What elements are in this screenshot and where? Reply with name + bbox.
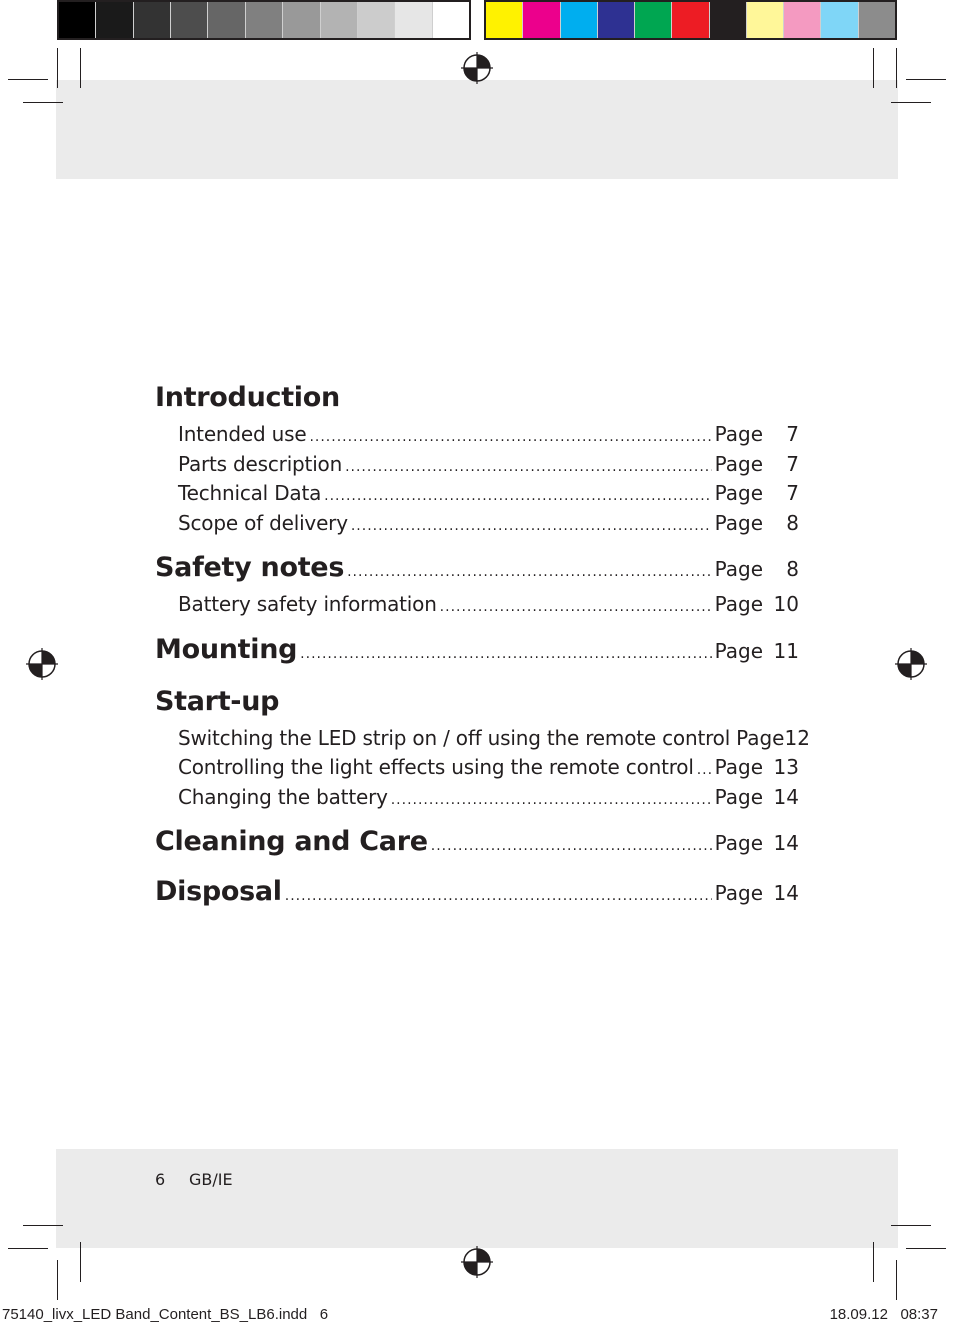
- page-number-ref: 12: [784, 725, 810, 750]
- gray-swatch: [358, 2, 395, 38]
- gray-swatch: [321, 2, 358, 38]
- page-label: Page: [736, 725, 785, 750]
- gray-swatch: [96, 2, 133, 38]
- dot-leader: [440, 599, 712, 615]
- registration-mark-icon: [26, 648, 58, 680]
- dot-leader: [347, 564, 711, 580]
- page-number-ref: 8: [786, 557, 799, 581]
- color-swatch: [784, 2, 821, 38]
- page-label: Page: [714, 831, 763, 855]
- gray-swatch: [433, 2, 469, 38]
- color-swatch: [635, 2, 672, 38]
- dot-leader: [345, 459, 712, 475]
- page-number-ref: 14: [773, 881, 799, 905]
- toc-entry[interactable]: [155, 592, 799, 622]
- toc-section: [155, 876, 799, 916]
- page-label: Page: [714, 784, 763, 809]
- toc-section: [155, 634, 799, 674]
- toc-heading: Start-up: [155, 685, 280, 717]
- gray-swatch: [395, 2, 432, 38]
- gray-swatch: [171, 2, 208, 38]
- toc-heading: Cleaning and Care: [155, 826, 428, 857]
- toc-entry[interactable]: [155, 481, 799, 511]
- toc-entry[interactable]: [155, 755, 799, 785]
- toc-entry-label: Parts description: [178, 451, 343, 476]
- toc-section: [155, 685, 810, 815]
- page-number-ref: 8: [786, 510, 799, 535]
- page-number-ref: 13: [773, 755, 799, 779]
- page-label: Page: [714, 451, 763, 476]
- registration-mark-icon: [461, 52, 493, 84]
- page-label: Page: [714, 638, 763, 663]
- toc-entry[interactable]: [155, 785, 799, 815]
- color-swatch: [561, 2, 598, 38]
- page-number-ref: 14: [773, 784, 799, 809]
- toc-entry[interactable]: [155, 422, 799, 452]
- toc-entry-label: Intended use: [178, 422, 307, 446]
- toc-heading-row[interactable]: [155, 826, 799, 866]
- top-gray-band: [56, 80, 898, 179]
- color-swatch: [672, 2, 709, 38]
- toc-heading: Mounting: [155, 633, 298, 665]
- toc-heading-row[interactable]: [155, 876, 799, 916]
- color-control-strip: [484, 0, 897, 40]
- color-swatch: [486, 2, 523, 38]
- page-label: Page: [714, 510, 763, 535]
- page-number-ref: 11: [773, 638, 799, 663]
- toc-heading: Disposal: [155, 876, 282, 907]
- dot-leader: [697, 762, 712, 778]
- grayscale-control-strip: [57, 0, 471, 40]
- dot-leader: [351, 518, 712, 534]
- toc-section: [155, 826, 799, 866]
- dot-leader: [285, 888, 712, 904]
- page-number-ref: 14: [773, 831, 799, 855]
- dot-leader: [431, 838, 712, 854]
- page-label: Page: [714, 755, 763, 779]
- page-number-ref: 10: [773, 592, 799, 616]
- gray-swatch: [134, 2, 171, 38]
- slug-datetime: 18.09.12 08:37: [829, 1306, 938, 1323]
- bottom-gray-band: [56, 1149, 898, 1248]
- toc-section: [155, 552, 799, 622]
- page-number-ref: 7: [786, 451, 799, 476]
- toc-entry-label: Scope of delivery: [178, 510, 348, 535]
- toc-entry[interactable]: [155, 725, 810, 756]
- dot-leader: [324, 488, 711, 504]
- gray-swatch: [59, 2, 96, 38]
- slug-file-name: 75140_livx_LED Band_Content_BS_LB6.indd 6: [2, 1306, 329, 1323]
- gray-swatch: [283, 2, 320, 38]
- toc-heading-row[interactable]: [155, 686, 799, 726]
- toc-entry[interactable]: [155, 511, 799, 541]
- color-swatch: [523, 2, 560, 38]
- table-of-contents: [155, 382, 810, 916]
- color-swatch: [859, 2, 895, 38]
- language-code: GB/IE: [189, 1170, 233, 1189]
- page-label: Page: [714, 592, 763, 616]
- toc-section: [155, 382, 799, 540]
- toc-entry-label: Battery safety information: [178, 592, 437, 616]
- registration-mark-icon: [461, 1246, 493, 1278]
- gray-swatch: [208, 2, 245, 38]
- page-label: Page: [714, 422, 763, 446]
- page-number-ref: 7: [786, 481, 799, 505]
- color-swatch: [710, 2, 747, 38]
- color-swatch: [821, 2, 858, 38]
- toc-heading-row[interactable]: [155, 552, 799, 592]
- color-swatch: [747, 2, 784, 38]
- dot-leader: [309, 429, 711, 445]
- dot-leader: [391, 792, 712, 808]
- toc-entry-label: Changing the battery: [178, 784, 388, 809]
- page-number: 6: [155, 1170, 166, 1189]
- toc-heading: Safety notes: [155, 552, 345, 583]
- toc-heading-row[interactable]: [155, 634, 799, 674]
- registration-mark-icon: [895, 648, 927, 680]
- toc-heading-row[interactable]: [155, 382, 799, 422]
- toc-entry-label: Technical Data: [178, 481, 322, 505]
- toc-heading: Introduction: [155, 382, 340, 413]
- page-label: Page: [714, 557, 763, 581]
- page-number-ref: 7: [786, 422, 799, 446]
- dot-leader: [300, 646, 711, 662]
- toc-entry-label: Controlling the light effects using the remote control: [178, 755, 694, 779]
- page-label: Page: [714, 481, 763, 505]
- page-label: Page: [714, 881, 763, 905]
- toc-entry[interactable]: [155, 452, 799, 482]
- toc-entry-label: Switching the LED strip on / off using the remote control: [178, 725, 731, 750]
- color-swatch: [598, 2, 635, 38]
- gray-swatch: [246, 2, 283, 38]
